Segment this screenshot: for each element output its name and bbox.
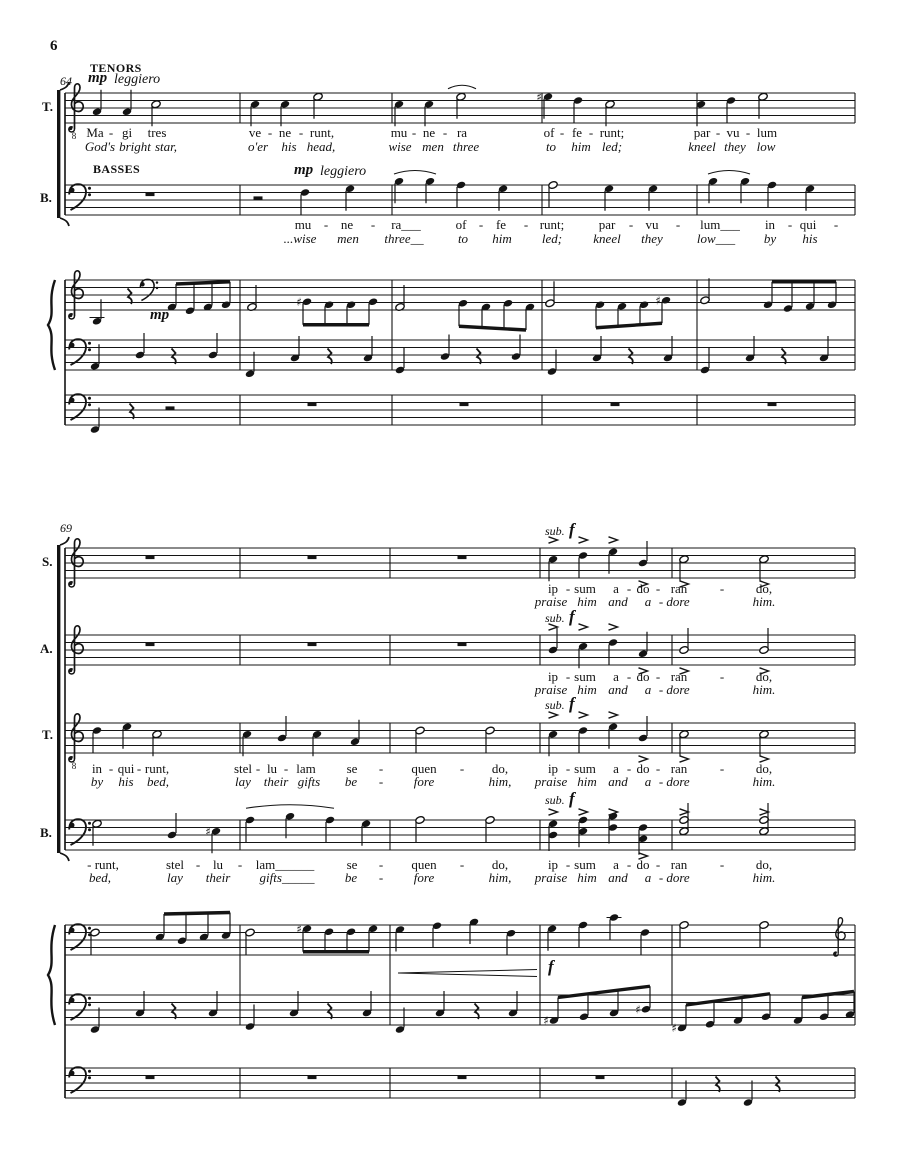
lyric-syllable: a: [613, 581, 619, 596]
lyric-syllable: head,: [306, 139, 336, 154]
lyric-syllable: lum___: [700, 217, 740, 232]
lyric-syllable: of: [543, 125, 555, 140]
lyric-syllable: they: [641, 231, 663, 246]
lyric-syllable: -: [658, 682, 664, 697]
lyric-syllable: their: [205, 870, 231, 885]
lyric-syllable: men: [337, 231, 359, 246]
lyric-syllable: -: [675, 217, 681, 232]
lyric-syllable: -: [833, 217, 839, 232]
lyric-syllable: sum: [574, 581, 596, 596]
lyric-syllable: -: [195, 857, 201, 872]
lyric-syllable: -: [442, 125, 448, 140]
lyric-syllable: three__: [384, 231, 424, 246]
lyric-syllable: him: [492, 231, 512, 246]
lyric-syllable: -: [255, 761, 261, 776]
lyric-syllable: par: [693, 125, 711, 140]
lyric-syllable: quen: [411, 761, 437, 776]
bass-dynamic-leggiero: leggiero: [320, 164, 367, 179]
lyric-syllable: -: [626, 581, 632, 596]
lyric-syllable: gi: [121, 125, 133, 140]
soprano-forte: f: [569, 520, 575, 539]
lyric-syllable: -: [658, 594, 664, 609]
soprano-sub-marking: sub.: [545, 524, 565, 538]
lyric-syllable: runt;: [599, 125, 625, 140]
lyric-syllable: -: [626, 761, 632, 776]
lyric-syllable: -: [628, 217, 634, 232]
lyric-syllable: him: [577, 870, 597, 885]
lyric-syllable: bright: [119, 139, 151, 154]
svg-text:♯: ♯: [543, 1013, 549, 1028]
lyric-syllable: and: [608, 594, 628, 609]
lyric-syllable: God's: [84, 139, 116, 154]
lyric-syllable: kneel: [593, 231, 621, 246]
bass-sub-marking: sub.: [545, 793, 565, 807]
alto-forte: f: [569, 607, 575, 626]
lyric-syllable: by: [90, 774, 104, 789]
lyric-syllable: tres: [147, 125, 167, 140]
lyric-syllable: lam______: [255, 857, 315, 872]
bass-staff-label-s1: B.: [40, 190, 52, 205]
lyric-syllable: him,: [488, 774, 512, 789]
lyric-syllable: vu: [726, 125, 740, 140]
lyric-syllable: ran: [670, 669, 688, 684]
lyric-syllable: to: [457, 231, 469, 246]
lyric-syllable: -: [378, 870, 384, 885]
svg-text:♯: ♯: [671, 1021, 677, 1035]
measure-number-69: 69: [60, 521, 72, 535]
lyric-syllable: stel: [233, 761, 253, 776]
lyric-syllable: and: [608, 774, 628, 789]
lyric-syllable: -: [565, 857, 571, 872]
lyric-syllable: -: [655, 669, 661, 684]
basses-section-label: BASSES: [93, 162, 141, 176]
lyric-syllable: quen: [411, 857, 437, 872]
svg-text:♯: ♯: [296, 921, 302, 936]
lyric-syllable: -: [411, 125, 417, 140]
lyric-syllable: ip: [547, 581, 559, 596]
lyric-syllable: and: [608, 682, 628, 697]
lyric-syllable: him: [577, 774, 597, 789]
lyric-syllable: -: [565, 581, 571, 596]
lyric-syllable: runt,: [144, 761, 170, 776]
svg-text:♯: ♯: [655, 293, 661, 308]
lyric-syllable: be: [344, 774, 358, 789]
lyric-syllable: do,: [491, 857, 509, 872]
lyric-syllable: lu: [212, 857, 224, 872]
lyric-syllable: him.: [752, 682, 776, 697]
lyric-syllable: -: [719, 669, 725, 684]
lyric-syllable: ne: [278, 125, 292, 140]
lyric-syllable: do: [636, 857, 650, 872]
lyric-syllable: ve: [248, 125, 262, 140]
lyric-syllable: a: [613, 761, 619, 776]
lyric-syllable: -: [298, 125, 304, 140]
lyric-syllable: o'er: [247, 139, 269, 154]
lyric-syllable: lay: [167, 870, 183, 885]
lyric-syllable: fore: [413, 870, 435, 885]
lyric-syllable: -: [715, 125, 721, 140]
lyric-syllable: three: [452, 139, 480, 154]
soprano-staff-label: S.: [42, 554, 53, 569]
lyric-syllable: bed,: [88, 870, 112, 885]
lyric-syllable: -: [323, 217, 329, 232]
lyric-syllable: him,: [488, 870, 512, 885]
lyric-syllable: be: [344, 870, 358, 885]
lyric-syllable: runt;: [539, 217, 565, 232]
svg-text:♯: ♯: [296, 294, 302, 309]
lyric-syllable: -: [459, 857, 465, 872]
lyric-syllable: -: [523, 217, 529, 232]
lyric-syllable: star,: [154, 139, 178, 154]
lyric-syllable: stel: [165, 857, 185, 872]
lyric-syllable: dore: [666, 682, 690, 697]
lyric-syllable: -: [237, 857, 243, 872]
lyric-syllable: -: [588, 125, 594, 140]
lyric-syllable: -: [267, 125, 273, 140]
lyric-syllable: lam: [296, 761, 316, 776]
tenor-sub-marking: sub.: [545, 698, 565, 712]
lyric-syllable: ra: [456, 125, 468, 140]
lyric-syllable: to: [545, 139, 557, 154]
organ-forte: f: [548, 957, 554, 976]
lyric-syllable: -: [655, 581, 661, 596]
lyric-syllable: they: [724, 139, 746, 154]
alto-sub-marking: sub.: [545, 611, 565, 625]
lyric-syllable: -: [370, 217, 376, 232]
lyric-syllable: low: [756, 139, 776, 154]
lyric-syllable: fe: [495, 217, 507, 232]
lyric-syllable: ne: [340, 217, 354, 232]
svg-text:♯: ♯: [635, 1002, 641, 1017]
lyric-syllable: him: [577, 594, 597, 609]
organ-dynamic-mp: mp: [150, 307, 170, 323]
lyric-syllable: him: [571, 139, 591, 154]
lyric-syllable: ip: [547, 857, 559, 872]
lyric-syllable: -: [108, 761, 114, 776]
measure-number-64: 64: [60, 74, 72, 88]
bass-staff-label-s2: B.: [40, 825, 52, 840]
lyric-syllable: men: [422, 139, 444, 154]
lyric-syllable: -: [719, 761, 725, 776]
lyric-syllable: se: [346, 761, 358, 776]
alto-staff-label: A.: [40, 641, 53, 656]
lyric-syllable: par: [598, 217, 616, 232]
lyric-syllable: and: [608, 870, 628, 885]
lyric-syllable: -: [655, 761, 661, 776]
lyric-syllable: a: [644, 682, 652, 697]
lyric-syllable: -: [478, 217, 484, 232]
lyric-syllable: do,: [755, 669, 773, 684]
lyric-syllable: -: [459, 761, 465, 776]
lyric-syllable: fe: [571, 125, 583, 140]
lyric-syllable: a: [613, 669, 619, 684]
lyric-syllable: ran: [670, 857, 688, 872]
lyric-syllable: -: [565, 669, 571, 684]
lyric-syllable: his: [118, 774, 134, 789]
lyric-syllable: ip: [547, 669, 559, 684]
svg-text:8: 8: [71, 761, 77, 771]
lyric-syllable: -: [658, 870, 664, 885]
lyric-syllable: do: [636, 761, 650, 776]
tenor-staff-label-s2: T.: [42, 727, 53, 742]
lyric-syllable: in: [91, 761, 103, 776]
tenor-forte: f: [569, 694, 575, 713]
lyric-syllable: kneel: [688, 139, 716, 154]
tenor-dynamic-mp: mp: [88, 70, 108, 86]
lyric-syllable: do: [636, 669, 650, 684]
lyric-syllable: -: [719, 581, 725, 596]
lyric-syllable: praise: [534, 774, 568, 789]
lyric-syllable: se: [346, 857, 358, 872]
lyric-syllable: do,: [755, 761, 773, 776]
lyric-syllable: dore: [666, 594, 690, 609]
lyric-syllable: mu: [390, 125, 408, 140]
lyric-syllable: -: [136, 761, 142, 776]
lyric-syllable: his: [281, 139, 297, 154]
lyric-syllable: by: [763, 231, 777, 246]
lyric-syllable: ...wise: [283, 231, 317, 246]
lyric-syllable: of: [455, 217, 467, 232]
lyric-syllable: his: [802, 231, 818, 246]
lyric-syllable: sum: [574, 857, 596, 872]
lyric-syllable: him.: [752, 594, 776, 609]
lyric-syllable: in: [764, 217, 776, 232]
lyric-syllable: praise: [534, 594, 568, 609]
lyric-syllable: -: [655, 857, 661, 872]
lyric-syllable: Ma: [86, 125, 104, 140]
lyric-syllable: - runt,: [87, 857, 119, 872]
lyric-syllable: bed,: [146, 774, 170, 789]
lyric-syllable: -: [658, 774, 664, 789]
lyric-syllable: ra___: [391, 217, 421, 232]
lyric-syllable: gifts: [297, 774, 321, 789]
lyric-syllable: -: [745, 125, 751, 140]
lyric-syllable: dore: [666, 774, 690, 789]
lyric-syllable: -: [787, 217, 793, 232]
lyric-syllable: lu: [266, 761, 278, 776]
lyric-syllable: do,: [491, 761, 509, 776]
lyric-syllable: ip: [547, 761, 559, 776]
lyric-syllable: -: [565, 761, 571, 776]
lyric-syllable: do,: [755, 857, 773, 872]
lyric-syllable: do: [636, 581, 650, 596]
lyric-syllable: -: [719, 857, 725, 872]
lyric-syllable: -: [378, 761, 384, 776]
lyric-syllable: him: [577, 682, 597, 697]
lyric-syllable: sum: [574, 761, 596, 776]
lyric-syllable: qui: [799, 217, 817, 232]
lyric-syllable: lay: [235, 774, 251, 789]
lyric-syllable: sum: [574, 669, 596, 684]
bass-forte: f: [569, 789, 575, 808]
svg-text:♯: ♯: [536, 89, 542, 104]
lyric-syllable: mu: [294, 217, 312, 232]
lyric-syllable: lum: [756, 125, 778, 140]
lyric-syllable: led;: [601, 139, 623, 154]
lyric-syllable: runt,: [309, 125, 335, 140]
lyric-syllable: -: [626, 857, 632, 872]
lyric-syllable: ran: [670, 581, 688, 596]
svg-text:8: 8: [71, 131, 77, 141]
lyric-syllable: a: [644, 594, 652, 609]
lyric-syllable: led;: [541, 231, 563, 246]
lyric-syllable: low___: [696, 231, 736, 246]
lyric-syllable: -: [283, 761, 289, 776]
tenor-staff-label-s1: T.: [42, 99, 53, 114]
lyric-syllable: a: [644, 774, 652, 789]
lyric-syllable: -: [378, 774, 384, 789]
lyric-syllable: him.: [752, 774, 776, 789]
lyric-syllable: -: [626, 669, 632, 684]
lyric-syllable: a: [613, 857, 619, 872]
lyric-syllable: vu: [645, 217, 659, 232]
lyric-syllable: -: [108, 125, 114, 140]
lyric-syllable: ne: [422, 125, 436, 140]
lyric-syllable: dore: [666, 870, 690, 885]
lyric-syllable: a: [644, 870, 652, 885]
lyric-syllable: -: [378, 857, 384, 872]
lyric-syllable: ran: [670, 761, 688, 776]
lyric-syllable: fore: [413, 774, 435, 789]
lyric-syllable: praise: [534, 682, 568, 697]
lyric-syllable: praise: [534, 870, 568, 885]
lyric-syllable: wise: [388, 139, 412, 154]
lyric-syllable: -: [559, 125, 565, 140]
bass-dynamic-mp: mp: [294, 162, 314, 178]
page-number: 6: [50, 38, 58, 54]
lyric-syllable: do,: [755, 581, 773, 596]
svg-text:♯: ♯: [205, 824, 211, 839]
tenor-dynamic-leggiero: leggiero: [114, 72, 161, 87]
lyric-syllable: their: [263, 774, 289, 789]
tenors-section-label: TENORS: [90, 61, 142, 75]
lyric-syllable: gifts_____: [259, 870, 315, 885]
lyric-syllable: qui: [117, 761, 135, 776]
lyric-syllable: him.: [752, 870, 776, 885]
